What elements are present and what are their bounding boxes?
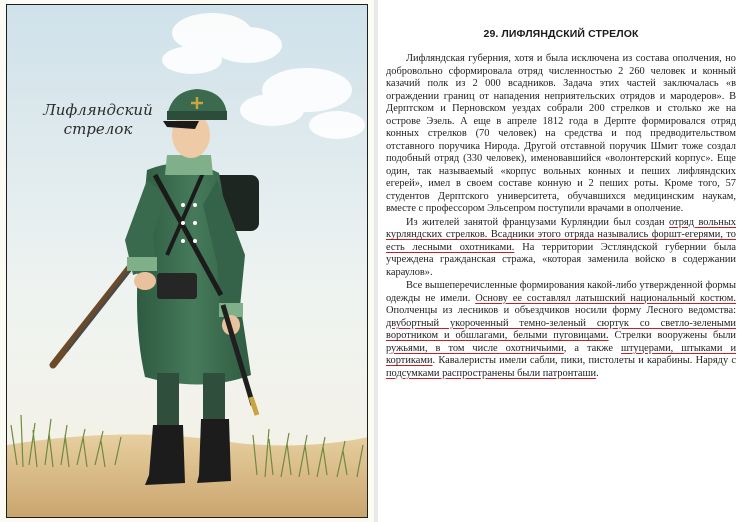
paragraph-3-text-a: Все вышеперечисленные формирования какой-либо утвержденной формы одежды не имели. — [386, 280, 736, 304]
paragraph-1: Лифляндская губерния, хотя и была исключена из состава ополчения, но добровольно сформировала отряд численностью 2 260 человек и конный казачий полк из 2 000 всадников. Задача этих частей заключалась «в ограждении границ от нападения неприятельских отрядов и мародеров». В Дерптском и Перновском уездах собрали 200 стрелков и столько же на острове Эзель. А еще в апреле 1812 года в Дерпте формировался отряд конных стрелков (70 человек) на средства и под предводительством отставного поручика Нирода. Другой отставной поручик Шмит тоже создал подобный отряд (330 человек), именовавшийся «волонтерский корпус». Еще один, так называемый «корпус вольных конных и пеших лифляндских егерей», имел в своем составе конную и 2 пеших роты. Кроме того, 57 студентов Дерптского университета, обучавшихся медицинским наукам, вместе с профессором Эльсепром поступили врачами в ополчение. — [386, 53, 736, 214]
collar — [165, 155, 213, 175]
ground — [7, 434, 368, 518]
paragraph-2 — [386, 217, 736, 280]
caption-line-2: стрелок — [63, 120, 133, 138]
highlight-forest-hunters: отряд вольных курляндских стрелков. Всадники этого отряда назывались форшт-егерями, то есть лесными охотниками. — [386, 216, 737, 253]
left-cuff — [127, 257, 157, 271]
article — [386, 28, 736, 380]
article-title: 29. ЛИФЛЯНДСКИЙ СТРЕЛОК — [483, 28, 639, 40]
paragraph-3-text-e: Стрелки вооружены были — [608, 330, 736, 341]
paragraph-3-text-i: . Кавалеристы имели сабли, пики, пистолеты и карабины. Наряду с — [432, 355, 736, 366]
paragraph-2-text-c: На территории Эстляндской губернии была учреждена гражданская стража, «которая заменила войско в содержании караулов». — [386, 241, 736, 278]
right-boot — [197, 419, 231, 483]
illustration-caption — [43, 101, 153, 139]
highlight-rifles: ружьями, в том числе охотничьими — [386, 342, 564, 354]
cartridge-pouch — [157, 273, 197, 299]
highlight-bayonets: штуцерами, штыками и кортиками — [386, 342, 737, 366]
highlight-uniform: двубортный укороченный темно-зеленый сюртук со светло-зелеными воротником и обшлагами, белыми пуговицами. — [386, 317, 736, 341]
paragraph-3-text-k: . — [596, 367, 599, 379]
caption-line-1: Лифляндский — [43, 101, 153, 119]
paragraph-2-text-a: Из жителей занятой французами Курляндии был создан — [406, 216, 669, 228]
text-panel — [378, 0, 744, 522]
paragraph-3 — [386, 280, 736, 380]
highlight-bandoliers: подсумками распространены были патронташи — [386, 367, 597, 379]
paragraph-3-text-c: Ополченцы из лесников и объездчиков носили форму Лесного ведомства: — [386, 305, 736, 316]
paragraph-3-text-g: , а также — [563, 342, 621, 354]
illustration-frame — [6, 4, 368, 518]
highlight-national-costume: Основу ее составлял латышский национальный костюм. — [475, 292, 736, 304]
soldier-illustration — [7, 5, 368, 518]
left-hand — [134, 272, 156, 290]
